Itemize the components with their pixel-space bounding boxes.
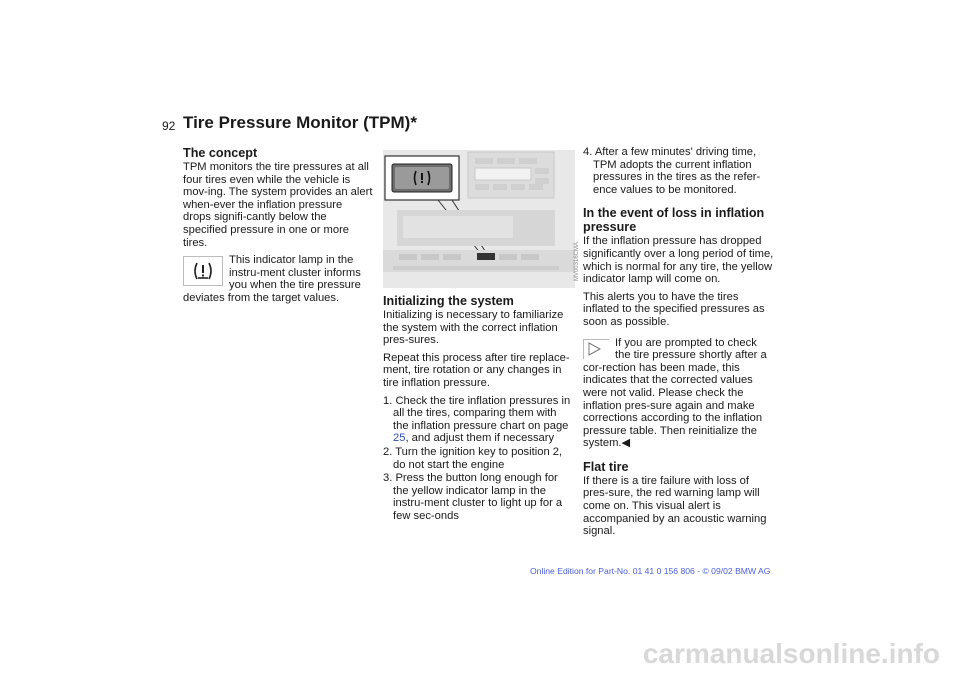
column-3 [583, 146, 775, 543]
step-3: 3. Press the button long enough for the yellow indicator lamp in the instru-ment cluster to light up for a few sec-onds [383, 472, 563, 522]
concept-paragraph: TPM monitors the tire pressures at all four tires even while the vehicle is mov-ing. The system provides an alert when-ever the inflation pressure drops signifi-cantly below the specified pressure in one or more tires. [183, 161, 373, 249]
dashboard-illustration [383, 150, 575, 288]
concept-note-text: This indicator lamp in the instru-ment cluster informs you when the tire pressure deviates from the target values. [183, 254, 361, 304]
page-25-link[interactable]: 25 [393, 432, 406, 445]
flat-tire-paragraph: If there is a tire failure with loss of pres-sure, the red warning lamp will come on. This visual alert is accompanied by an acoustic warning signal. [583, 474, 767, 538]
column-2 [383, 294, 575, 524]
initializing-paragraph-1: Initializing is necessary to familiarize the system with the correct inflation pres-sures. [383, 309, 564, 347]
dashboard-figure [383, 150, 580, 288]
step-1: 1. Check the tire inflation pressures in all the tires, comparing them with the inflation pressure chart on page 25, and adjust them if necessary [383, 394, 571, 445]
footer-edition: Online Edition for Part-No. 01 41 0 156 806 - © 09/02 BMW AG [530, 566, 771, 576]
flat-tire-heading: Flat tire [583, 459, 629, 474]
concept-note [183, 254, 373, 304]
initializing-steps-continued [583, 146, 775, 196]
column-1 [183, 146, 373, 305]
page-number: 92 [162, 119, 176, 133]
watermark: carmanualsonline.info [642, 638, 940, 669]
figure-code: MV00316CMA [574, 242, 580, 282]
note-triangle-icon [583, 339, 609, 359]
tire-pressure-warning-icon [183, 256, 223, 286]
initializing-steps [383, 395, 575, 523]
loss-note-text: If you are prompted to check the tire pressure shortly after a cor-rection has been made, this indicates that the corrected values were not valid. Please check the inflation pres-sure again and make corrections according to the inflation pressure table. Then reinitialize the system.◀ [583, 336, 767, 450]
step-2: 2. Turn the ignition key to position 2, do not start the engine [383, 445, 563, 471]
loss-paragraph-2: This alerts you to have the tires inflated to the specified pressures as soon as possible. [583, 290, 765, 328]
loss-heading: In the event of loss in inflation pressure [583, 206, 765, 235]
step-4: 4. After a few minutes' driving time, TPM adopts the current inflation pressures in the tires as the refer-ence values to be monitored. [583, 146, 761, 196]
concept-heading: The concept [183, 146, 258, 160]
initializing-paragraph-2: Repeat this process after tire replace-ment, tire rotation or any changes in tire inflation pressure. [383, 351, 570, 389]
loss-note [583, 337, 775, 450]
loss-paragraph-1: If the inflation pressure has dropped significantly over a long period of time, which is normal for any tire, the yellow indicator lamp will come on. [583, 235, 774, 286]
page-title: Tire Pressure Monitor (TPM)* [183, 113, 417, 132]
initializing-heading: Initializing the system [383, 294, 514, 308]
